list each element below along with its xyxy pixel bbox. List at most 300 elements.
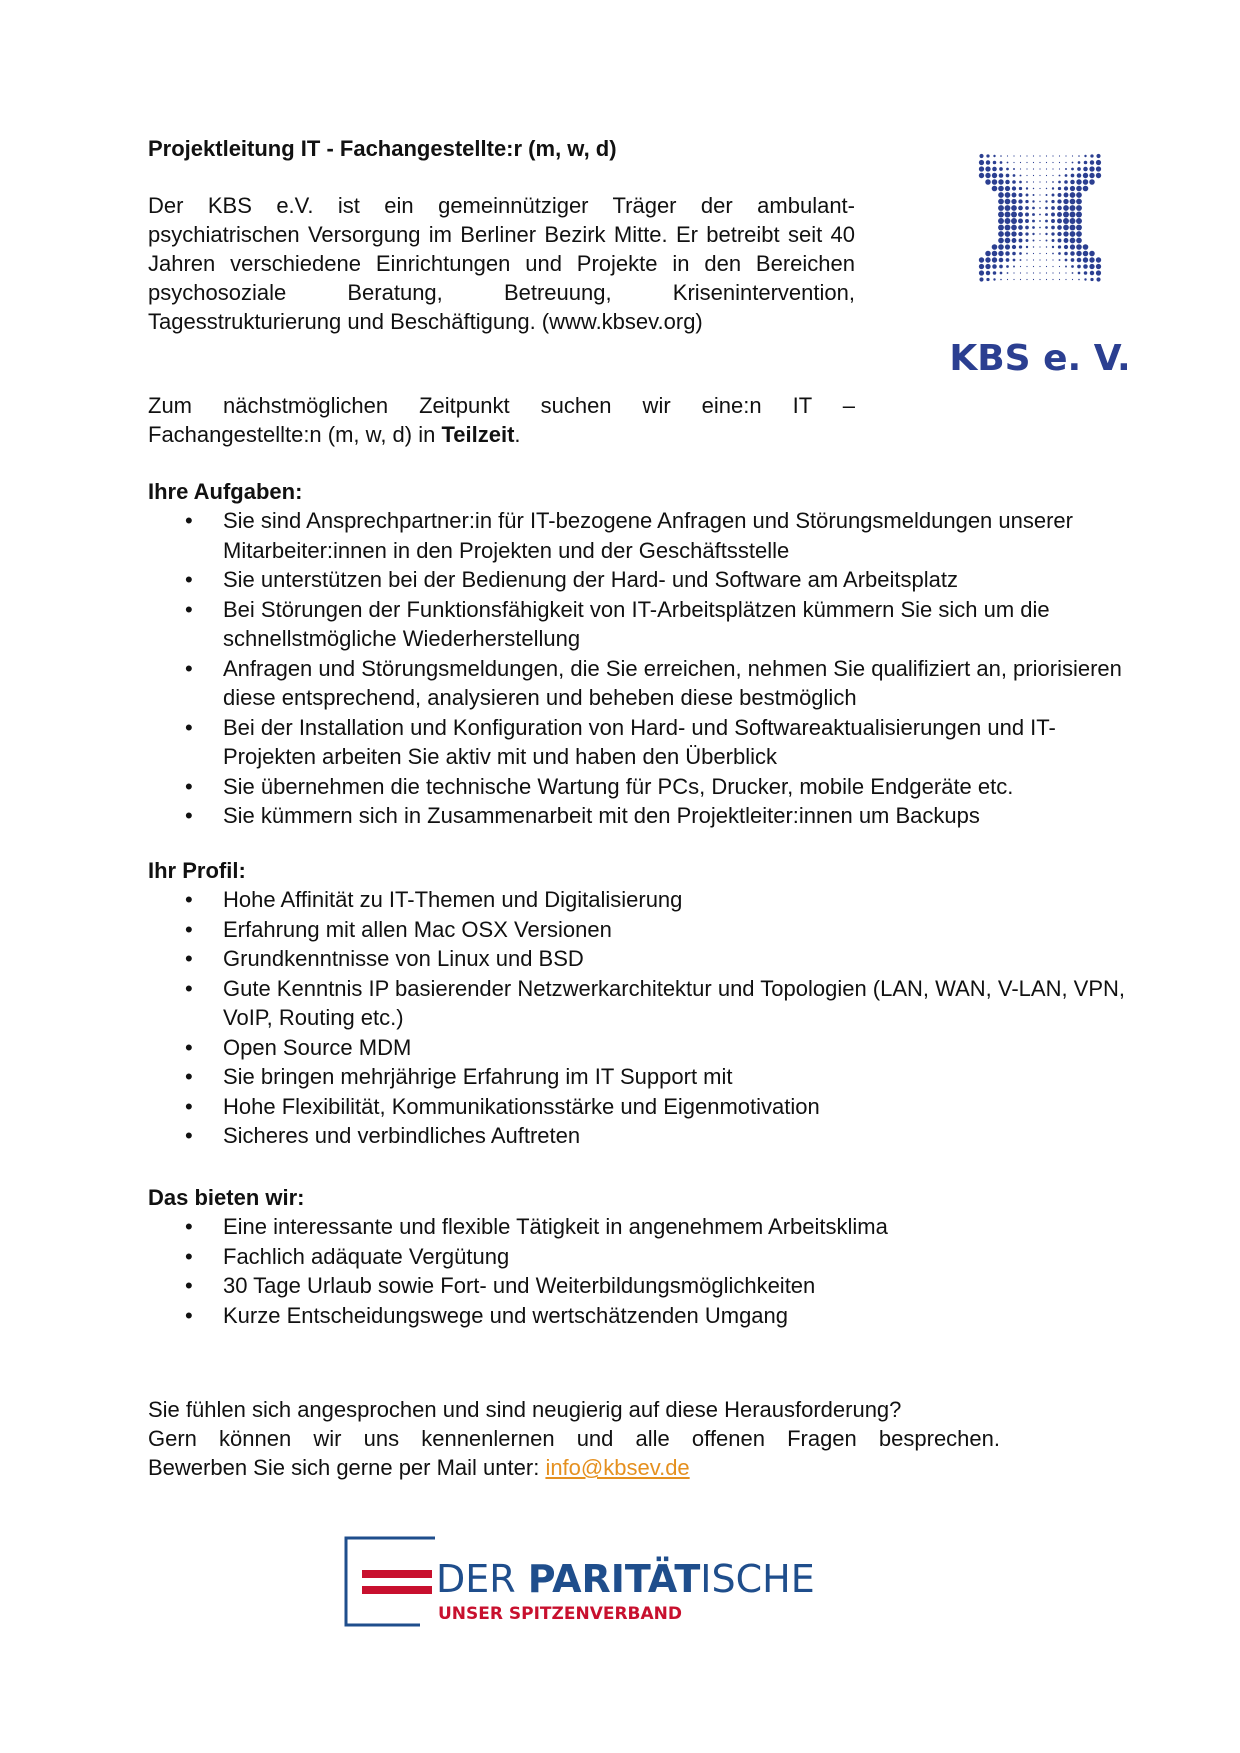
kbs-dot [1026, 272, 1027, 273]
kbs-dot [1064, 245, 1068, 249]
kbs-dot [1045, 213, 1048, 216]
aufgaben-item [148, 772, 1148, 802]
kbs-dot [1070, 212, 1076, 218]
kbs-dot [1051, 232, 1054, 235]
kbs-dot [1033, 279, 1034, 280]
kbs-dot [1045, 226, 1048, 229]
kbs-dot [1033, 246, 1034, 247]
kbs-dot [1012, 238, 1017, 243]
angebot-item-text: 30 Tage Urlaub sowie Fort- und Weiterbildungsmöglichkeiten [223, 1273, 816, 1298]
kbs-dot [1005, 244, 1010, 249]
kbs-dot [1064, 193, 1069, 198]
paritaetische-wordmark [436, 1557, 815, 1601]
kbs-dot [1070, 186, 1075, 191]
kbs-dot [1072, 272, 1074, 274]
kbs-dot [1083, 167, 1088, 172]
kbs-dot [1020, 155, 1021, 156]
kbs-dot [1033, 194, 1035, 196]
intro-paragraph-2-text: Zum nächstmöglichen Zeitpunkt suchen wir eine:n IT – Fachangestellte:n (m, w, d) in [148, 393, 855, 447]
kbs-dot [1005, 231, 1011, 237]
kbs-dot [1011, 205, 1017, 211]
kbs-dot [1083, 257, 1088, 262]
kbs-dot [1070, 238, 1076, 244]
intro-paragraph-2 [148, 391, 855, 449]
kbs-dot [1071, 258, 1075, 262]
kbs-dot [1065, 259, 1068, 262]
kbs-dot [1039, 246, 1040, 247]
kbs-dot [998, 244, 1004, 250]
angebot-heading: Das bieten wir: [148, 1185, 305, 1210]
kbs-dot [1033, 188, 1034, 189]
angebot-item-text: Kurze Entscheidungswege und wertschätzenden Umgang [223, 1302, 789, 1328]
bullet-icon: • [185, 1273, 193, 1298]
kbs-dot [979, 270, 984, 275]
kbs-dot [1084, 278, 1086, 280]
kbs-dot [1039, 155, 1040, 156]
kbs-dot [1057, 206, 1062, 211]
kbs-dot [1020, 175, 1022, 177]
kbs-dot [985, 179, 991, 185]
kbs-dot [1051, 219, 1055, 223]
aufgaben-item [148, 654, 1148, 713]
kbs-dot [1013, 168, 1015, 170]
kbs-dot [1020, 279, 1021, 280]
kbs-dot [1057, 232, 1061, 236]
paritaetische-frame [346, 1538, 435, 1625]
kbs-dot [1096, 173, 1101, 178]
kbs-dot [998, 238, 1004, 244]
kbs-dot [1046, 272, 1047, 273]
aufgaben-item [148, 565, 1148, 595]
bullet-icon: • [185, 1123, 193, 1148]
kbs-dot [986, 278, 989, 281]
kbs-dot [1096, 277, 1100, 281]
kbs-dot [1005, 192, 1011, 198]
kbs-dot [993, 155, 995, 157]
kbs-dot [992, 257, 997, 262]
kbs-dot [1005, 186, 1010, 191]
aufgaben-item-text: Sie übernehmen die technische Wartung für PCs, Drucker, mobile Endgeräte etc. [223, 773, 1014, 799]
kbs-dot [1025, 206, 1029, 210]
kbs-dot [1039, 175, 1040, 176]
kbs-dot [1078, 155, 1080, 157]
kbs-dot [993, 278, 995, 280]
paritaetische-logo [340, 1530, 820, 1630]
kbs-dot [1046, 194, 1048, 196]
kbs-dot [1065, 272, 1066, 273]
kbs-dot [1064, 252, 1068, 256]
kbs-dot [1070, 218, 1076, 224]
kbs-dot [1063, 231, 1068, 236]
kbs-dot [1033, 181, 1034, 182]
kbs-dot [1076, 238, 1082, 244]
kbs-dot [998, 205, 1004, 211]
kbs-dot [1059, 162, 1060, 163]
kbs-dot [1012, 186, 1016, 190]
kbs-dot [1089, 166, 1094, 171]
aufgaben-list [148, 506, 1148, 831]
kbs-dot [1032, 213, 1035, 216]
kbs-dot [1039, 272, 1040, 273]
kbs-dot [1020, 168, 1021, 169]
kbs-dot [1065, 174, 1068, 177]
kbs-dot [1046, 279, 1047, 280]
kbs-dot [1026, 155, 1027, 156]
kbs-dot [1064, 238, 1069, 243]
kbs-dot [1046, 181, 1047, 182]
kbs-dot [992, 173, 997, 178]
kbs-dot [1070, 244, 1075, 249]
kbs-dot [1019, 239, 1023, 243]
kbs-dot [1096, 270, 1101, 275]
kbs-dot [1072, 279, 1073, 280]
kbs-dot [1070, 251, 1075, 256]
bullet-icon: • [185, 655, 193, 681]
kbs-dot [1059, 155, 1060, 156]
angebot-item [148, 1242, 1148, 1272]
kbs-dot [992, 264, 997, 269]
kbs-dot [1052, 168, 1053, 169]
profil-item-text: Grundkenntnisse von Linux und BSD [223, 946, 584, 971]
bullet-icon: • [185, 1302, 193, 1328]
profil-item [148, 1121, 1148, 1151]
kbs-dot [1039, 266, 1040, 267]
kbs-dot [993, 271, 997, 275]
kbs-dot [1051, 206, 1055, 210]
kbs-dot [1018, 206, 1023, 211]
kbs-dot [1032, 207, 1035, 210]
kbs-dot [1013, 155, 1014, 156]
kbs-dot [1046, 162, 1047, 163]
profil-item-text: Hohe Flexibilität, Kommunikationsstärke und Eigenmotivation [223, 1093, 820, 1119]
kbs-dot [1025, 226, 1029, 230]
kbs-dot [999, 167, 1003, 171]
kbs-dot [1011, 199, 1016, 204]
kbs-dot [992, 167, 997, 172]
aufgaben-item [148, 595, 1148, 654]
bullet-icon: • [185, 975, 193, 1001]
bullet-icon: • [185, 946, 193, 971]
kbs-dot [1033, 259, 1034, 260]
kbs-dot [1059, 259, 1061, 261]
kbs-dot [1025, 213, 1029, 217]
kbs-dot [1039, 259, 1040, 260]
kbs-dot [1063, 212, 1069, 218]
kbs-dot [1076, 199, 1082, 205]
kbs-dot [1005, 212, 1011, 218]
kbs-dot [1026, 175, 1027, 176]
kbs-dot [1039, 279, 1040, 280]
aufgaben-section [148, 477, 1148, 831]
kbs-dot [1059, 272, 1060, 273]
kbs-dot [1076, 205, 1082, 211]
email-link[interactable]: info@kbsev.de [545, 1455, 690, 1480]
kbs-dot [1026, 162, 1027, 163]
angebot-item-text: Eine interessante und flexible Tätigkeit in angenehmem Arbeitsklima [223, 1214, 888, 1239]
kbs-dot [1065, 168, 1067, 170]
kbs-dot [1057, 225, 1062, 230]
kbs-dot [1071, 265, 1074, 268]
kbs-dot [998, 212, 1004, 218]
kbs-dot-pattern [979, 154, 1101, 282]
kbs-dot [999, 265, 1003, 269]
kbs-dot [1007, 272, 1009, 274]
bullet-icon: • [185, 567, 193, 592]
kbs-dot [1046, 253, 1047, 254]
kbs-dot [1026, 194, 1029, 197]
kbs-dot [1057, 199, 1061, 203]
kbs-dot [1096, 160, 1101, 165]
kbs-dot [1052, 246, 1054, 248]
kbs-dot [985, 173, 990, 178]
kbs-dot [1051, 200, 1054, 203]
kbs-dot [998, 231, 1004, 237]
kbs-dot [1059, 266, 1060, 267]
kbs-dot [1045, 200, 1047, 202]
bullet-icon: • [185, 596, 193, 622]
kbs-dot [1071, 174, 1075, 178]
kbs-dot [1039, 181, 1040, 182]
kbs-dot [1020, 272, 1021, 273]
profil-item-text: Sie bringen mehrjährige Erfahrung im IT Support mit [223, 1064, 733, 1089]
kbs-dot [1083, 186, 1089, 192]
kbs-dot [1070, 199, 1076, 205]
kbs-dot [986, 271, 990, 275]
profil-item [148, 915, 1148, 945]
kbs-dot [1020, 266, 1021, 267]
kbs-dot [1006, 265, 1009, 268]
kbs-dot [1077, 265, 1081, 269]
kbs-dot [1019, 181, 1022, 184]
profil-item-text: Erfahrung mit allen Mac OSX Versionen [223, 916, 612, 942]
kbs-dot [1011, 231, 1016, 236]
kbs-dot [985, 251, 991, 257]
kbs-dot [1018, 225, 1023, 230]
kbs-dot [1089, 264, 1094, 269]
intro-paragraph: Der KBS e.V. ist ein gemeinnütziger Träger der ambulant-psychiatrischen Versorgung im Berliner Bezirk Mitte. Er betreibt seit 40 Jahren verschiedene Einrichtungen und Projekte in den Bereichen psychosoziale Beratung, Betreuung, Krisenintervention, Tagesstrukturierung und Beschäftigung. (www.kbsev.org) [148, 193, 855, 334]
kbs-dot [1007, 155, 1008, 156]
kbs-dot [1033, 155, 1034, 156]
kbs-dot [1070, 231, 1076, 237]
kbs-dot [1059, 279, 1060, 280]
paritaetische-subline: UNSER SPITZENVERBAND [438, 1604, 683, 1624]
kbs-dot [1039, 168, 1040, 169]
kbs-dot [1052, 279, 1053, 280]
profil-section [148, 856, 1148, 1151]
kbs-dot [1033, 175, 1034, 176]
kbs-logo-text: KBS e. V. [949, 338, 1131, 379]
kbs-dot [998, 251, 1003, 256]
closing-line-3-text: Bewerben Sie sich gerne per Mail unter: [148, 1455, 546, 1480]
aufgaben-item-text: Sie kümmern sich in Zusammenarbeit mit den Projektleiter:innen um Backups [223, 803, 980, 828]
kbs-dot [1078, 279, 1080, 281]
kbs-dot [998, 186, 1004, 192]
kbs-dot [1065, 162, 1066, 163]
kbs-dot [985, 264, 990, 269]
kbs-dot [1011, 218, 1017, 224]
kbs-dot [1005, 251, 1010, 256]
kbs-dot [1005, 205, 1011, 211]
kbs-dot [1096, 166, 1101, 171]
kbs-dot [1076, 179, 1081, 184]
kbs-dot [1032, 200, 1034, 202]
kbs-dot [1051, 226, 1055, 230]
profil-item [148, 974, 1148, 1033]
kbs-dot [1046, 155, 1047, 156]
aufgaben-item-text: Anfragen und Störungsmeldungen, die Sie erreichen, nehmen Sie qualifiziert an, priorisieren diese entsprechend, analysieren und beheben diese bestmöglich [223, 655, 1122, 710]
kbs-dot [1039, 207, 1041, 209]
kbs-dot [1096, 264, 1101, 269]
kbs-dot [1084, 155, 1086, 157]
profil-item [148, 1062, 1148, 1092]
aufgaben-item [148, 713, 1148, 772]
kbs-dot [1039, 188, 1040, 189]
kbs-dot [1046, 168, 1047, 169]
aufgaben-item-text: Sie sind Ansprechpartner:in für IT-bezogene Anfragen und Störungsmeldungen unserer Mitarbeiter:innen in den Projekten und der Geschäftsstelle [223, 508, 1073, 563]
kbs-dot [1083, 251, 1089, 257]
kbs-dot [1070, 205, 1076, 211]
kbs-dot [1051, 213, 1055, 217]
aufgaben-item-text: Sie unterstützen bei der Bedienung der Hard- und Software am Arbeitsplatz [223, 567, 958, 592]
kbs-dot [1018, 219, 1023, 224]
kbs-dot [979, 257, 984, 262]
kbs-dot [1063, 225, 1069, 231]
kbs-dot [998, 225, 1004, 231]
kbs-dot [999, 173, 1004, 178]
kbs-dot [1046, 175, 1047, 176]
kbs-dot [1046, 240, 1048, 242]
kbs-dot [1076, 186, 1082, 192]
profil-item-text: Open Source MDM [223, 1034, 412, 1060]
bullet-icon: • [185, 1243, 193, 1269]
kbs-dot [1026, 259, 1027, 260]
paritaetische-der: DER [436, 1557, 528, 1601]
kbs-dot [1032, 220, 1035, 223]
kbs-dot [1012, 193, 1017, 198]
kbs-dot [1006, 168, 1009, 171]
kbs-dot [1076, 231, 1082, 237]
kbs-dot [1064, 180, 1068, 184]
aufgaben-heading: Ihre Aufgaben: [148, 479, 303, 504]
kbs-dot [1026, 168, 1027, 169]
kbs-dot [979, 160, 984, 165]
aufgaben-item-text: Bei Störungen der Funktionsfähigkeit von IT-Arbeitsplätzen kümmern Sie sich um die schnellstmögliche Wiederherstellung [223, 596, 1050, 651]
kbs-dot [1006, 174, 1010, 178]
kbs-dot [1013, 272, 1014, 273]
kbs-dot [1058, 187, 1061, 190]
closing-line-3 [148, 1453, 1000, 1482]
kbs-dot [1064, 186, 1068, 190]
kbs-dot [1026, 187, 1028, 189]
profil-item-text: Sicheres und verbindliches Auftreten [223, 1123, 581, 1148]
kbs-dot [1025, 219, 1029, 223]
angebot-item [148, 1271, 1148, 1301]
kbs-dot [998, 192, 1004, 198]
kbs-dot [1052, 175, 1053, 176]
kbs-dot [1052, 155, 1053, 156]
kbs-dot [979, 166, 984, 171]
closing-line-1: Sie fühlen sich angesprochen und sind neugierig auf diese Herausforderung? [148, 1397, 902, 1422]
kbs-dot [1005, 218, 1011, 224]
kbs-dot [993, 161, 997, 165]
kbs-dot [1019, 193, 1023, 197]
kbs-dot [1070, 192, 1076, 198]
bullet-icon: • [185, 1093, 193, 1119]
kbs-dot [1005, 238, 1011, 244]
kbs-dot [1046, 188, 1047, 189]
kbs-dot [1039, 253, 1040, 254]
kbs-dot [1077, 167, 1081, 171]
bullet-icon: • [185, 773, 193, 799]
bullet-icon: • [185, 887, 193, 912]
kbs-dot [1013, 162, 1014, 163]
kbs-dot [1090, 278, 1093, 281]
kbs-dot [1019, 187, 1022, 190]
teilzeit-emphasis: Teilzeit [441, 422, 515, 447]
angebot-item [148, 1212, 1148, 1242]
kbs-dot [1052, 162, 1053, 163]
kbs-dot [1083, 244, 1089, 250]
kbs-dot [1007, 279, 1008, 280]
kbs-dot [1020, 259, 1022, 261]
kbs-dot [1012, 180, 1016, 184]
kbs-dot [1063, 199, 1068, 204]
kbs-dot [1089, 173, 1094, 178]
bullet-icon: • [185, 714, 193, 740]
kbs-dot [998, 199, 1004, 205]
kbs-dot [1018, 212, 1023, 217]
kbs-dot [1005, 225, 1011, 231]
kbs-dot [1058, 245, 1061, 248]
kbs-dot [1058, 239, 1062, 243]
kbs-dot [1052, 272, 1053, 273]
kbs-dot [1000, 161, 1003, 164]
kbs-dot [1018, 199, 1022, 203]
kbs-dot [1076, 212, 1082, 218]
kbs-dot [1052, 194, 1055, 197]
kbs-dot [986, 154, 989, 157]
aufgaben-item-text: Bei der Installation und Konfiguration von Hard- und Softwareaktualisierungen und IT-Projekten arbeiten Sie aktiv mit und haben den Überblick [223, 714, 1056, 769]
kbs-dot [1033, 240, 1035, 242]
kbs-dot [1012, 252, 1016, 256]
kbs-dot [1026, 239, 1029, 242]
kbs-dot [1000, 279, 1002, 281]
kbs-dot [1057, 219, 1062, 224]
kbs-dot [1076, 192, 1082, 198]
kbs-dot [985, 257, 990, 262]
aufgaben-item [148, 506, 1148, 565]
profil-item [148, 1092, 1148, 1122]
kbs-dot [1078, 272, 1081, 275]
kbs-dot [1026, 253, 1028, 255]
kbs-dot [985, 166, 990, 171]
kbs-dot [1046, 259, 1047, 260]
kbs-dot [1090, 271, 1094, 275]
bullet-icon: • [185, 803, 193, 828]
kbs-dot [1052, 187, 1054, 189]
kbs-dot [1096, 154, 1100, 158]
kbs-dot [1019, 252, 1022, 255]
kbs-dot [992, 244, 998, 250]
profil-list [148, 885, 1148, 1151]
profil-heading: Ihr Profil: [148, 858, 246, 883]
bullet-icon: • [185, 1214, 193, 1239]
angebot-section [148, 1183, 1148, 1330]
kbs-dot [992, 251, 998, 257]
kbs-dot [1078, 161, 1081, 164]
kbs-dot [1039, 227, 1041, 229]
kbs-dot [1011, 225, 1017, 231]
